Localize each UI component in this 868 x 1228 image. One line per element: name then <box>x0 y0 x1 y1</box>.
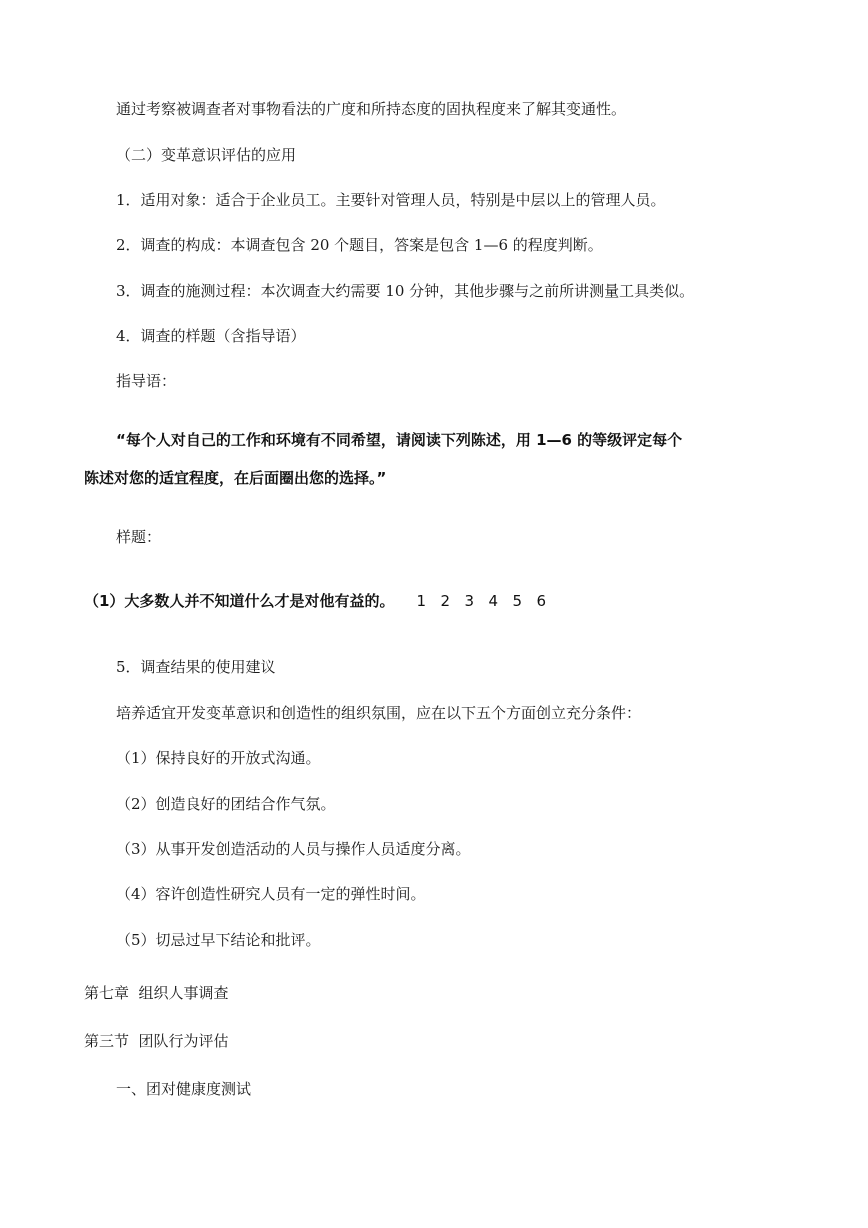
paragraph-procedure: 3．调查的施测过程：本次调查大约需要 10 分钟，其他步骤与之前所讲测量工具类似。 <box>116 282 695 300</box>
sample-item-text: （1）大多数人并不知道什么才是对他有益的。 <box>84 592 395 610</box>
rating-option-4: 4 <box>488 592 498 610</box>
paragraph-target: 1．适用对象：适合于企业员工。主要针对管理人员，特别是中层以上的管理人员。 <box>116 191 666 209</box>
rating-option-6: 6 <box>536 592 546 610</box>
sample-item <box>84 591 560 611</box>
rating-option-3: 3 <box>464 592 474 610</box>
rating-option-2: 2 <box>440 592 450 610</box>
section-5-intro: 培养适宜开发变革意识和创造性的组织氛围，应在以下五个方面创立充分条件： <box>116 704 642 722</box>
instruction-quote-line-1: “每个人对自己的工作和环境有不同希望，请阅读下列陈述，用 1—6 的等级评定每个 <box>116 431 683 449</box>
list-item-1: （1）保持良好的开放式沟通。 <box>116 749 321 767</box>
section-title: 第三节 团队行为评估 <box>84 1032 229 1050</box>
list-item-3: （3）从事开发创造活动的人员与操作人员适度分离。 <box>116 840 471 858</box>
list-item-5: （5）切忌过早下结论和批评。 <box>116 931 321 949</box>
paragraph-sample-heading: 4．调查的样题（含指导语） <box>116 327 306 345</box>
instruction-quote-line-2: 陈述对您的适宜程度，在后面圈出您的选择。” <box>84 469 387 487</box>
chapter-title: 第七章 组织人事调查 <box>84 984 229 1002</box>
rating-option-1: 1 <box>416 592 426 610</box>
subsection-title: 一、团对健康度测试 <box>116 1080 252 1098</box>
paragraph-instruction-label: 指导语： <box>116 372 177 390</box>
rating-option-5: 5 <box>512 592 522 610</box>
list-item-4: （4）容许创造性研究人员有一定的弹性时间。 <box>116 885 426 903</box>
paragraph-composition: 2．调查的构成：本调查包含 20 个题目，答案是包含 1—6 的程度判断。 <box>116 236 603 254</box>
sample-label: 样题： <box>116 528 162 546</box>
section-5-heading: 5．调查结果的使用建议 <box>116 658 276 676</box>
paragraph-flexibility: 通过考察被调查者对事物看法的广度和所持态度的固执程度来了解其变通性。 <box>116 100 627 118</box>
subheading-application: （二）变革意识评估的应用 <box>116 146 297 164</box>
rating-scale <box>416 591 560 611</box>
list-item-2: （2）创造良好的团结合作气氛。 <box>116 795 336 813</box>
